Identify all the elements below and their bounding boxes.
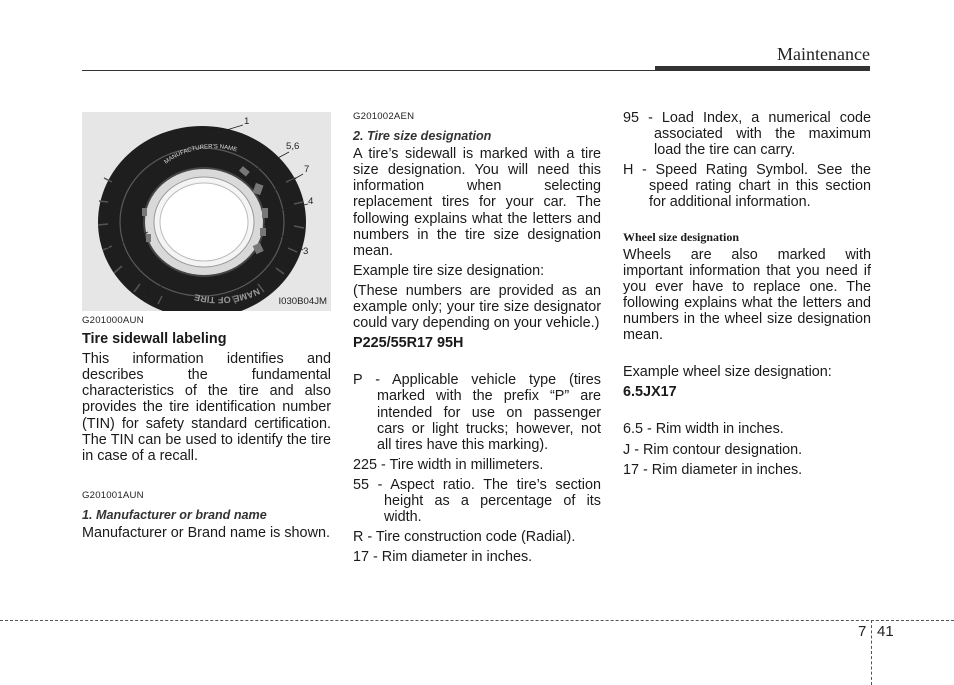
callout-4: 4	[308, 196, 314, 207]
figure-code: G201000AUN	[82, 315, 144, 326]
wheel-example-value: 6.5JX17	[623, 384, 677, 401]
sidewall-body: This information identifies and describes the fundamental characteristics of the tire and also provides the tire identification number (TIN) for safety standard certification. The TIN can be used to identify the tire in case of a recall.	[82, 351, 331, 464]
section-2-title: 2. Tire size designation	[353, 129, 492, 144]
tire-item-r: R - Tire construction code (Radial).	[353, 529, 576, 546]
tire-item-225: 225 - Tire width in millimeters.	[353, 456, 544, 473]
column-2	[353, 109, 601, 565]
callout-1-bottom: 1	[142, 289, 148, 300]
tire-sidewall-figure	[82, 112, 331, 311]
tire-item-95: 95 - Load Index, a numerical code associated with the maximum load the tire can carry.	[623, 110, 871, 159]
sidewall-heading: Tire sidewall labeling	[82, 331, 227, 348]
image-code: I030B04JM	[278, 296, 327, 307]
sidewall-top-text: MANUFACTURER'S NAME	[163, 144, 238, 166]
sidewall-bottom-text: NAME OF TIRE	[193, 286, 262, 306]
footer-divider	[871, 620, 872, 685]
chapter-number: 7	[858, 623, 867, 640]
page-number: 41	[877, 623, 894, 640]
wheel-item-17: 17 - Rim diameter in inches.	[623, 461, 803, 478]
tire-size-body: A tire’s sidewall is marked with a tire size designation. You will need this information when selecting replacement tires for your car. The following explains what the letters and numbers in the tire size designation mean.	[353, 146, 601, 259]
section-1-code: G201001AUN	[82, 489, 144, 501]
callout-7: 7	[304, 164, 310, 175]
wheel-example-label: Example wheel size designation:	[623, 364, 832, 381]
column-1	[82, 313, 331, 541]
tire-item-55: 55 - Aspect ratio. The tire’s section height as a percentage of its width.	[353, 476, 601, 526]
wheel-size-heading: Wheel size designation	[623, 229, 739, 244]
section-title: Maintenance	[777, 44, 870, 64]
tire-item-h: H - Speed Rating Symbol. See the speed rating chart in this section for additional information.	[623, 162, 871, 211]
tire-example-value: P225/55R17 95H	[353, 335, 464, 352]
tire-example-label: Example tire size designation:	[353, 262, 545, 279]
footer-rule	[0, 620, 954, 621]
tire-item-17: 17 - Rim diameter in inches.	[353, 549, 533, 566]
section-1-title: 1. Manufacturer or brand name	[82, 507, 267, 522]
callout-3: 3	[303, 246, 309, 257]
callout-1-top: 1	[244, 116, 250, 127]
header-bar	[655, 66, 870, 71]
tire-item-p: P - Applicable vehicle type (tires marked with the prefix “P” are intended for use on passenger cars or light trucks; however, not all tires have this marking).	[353, 372, 601, 453]
rim-center	[160, 183, 248, 261]
wheel-item-6-5: 6.5 - Rim width in inches.	[623, 421, 784, 438]
callout-5-6: 5,6	[286, 141, 300, 152]
wheel-item-j: J - Rim contour designation.	[623, 441, 803, 458]
callout-2: 2	[104, 240, 110, 251]
section-2-code: G201002AEN	[353, 111, 415, 122]
wheel-size-body: Wheels are also marked with important information that you need if you ever have to replace one. The following explains what the letters and numbers in the wheel size designation mean.	[623, 246, 871, 344]
column-3	[623, 110, 871, 478]
tire-example-note: (These numbers are provided as an example only; your tire size designator could vary depending on your vehicle.)	[353, 282, 601, 332]
section-1-body: Manufacturer or Brand name is shown.	[82, 525, 330, 542]
